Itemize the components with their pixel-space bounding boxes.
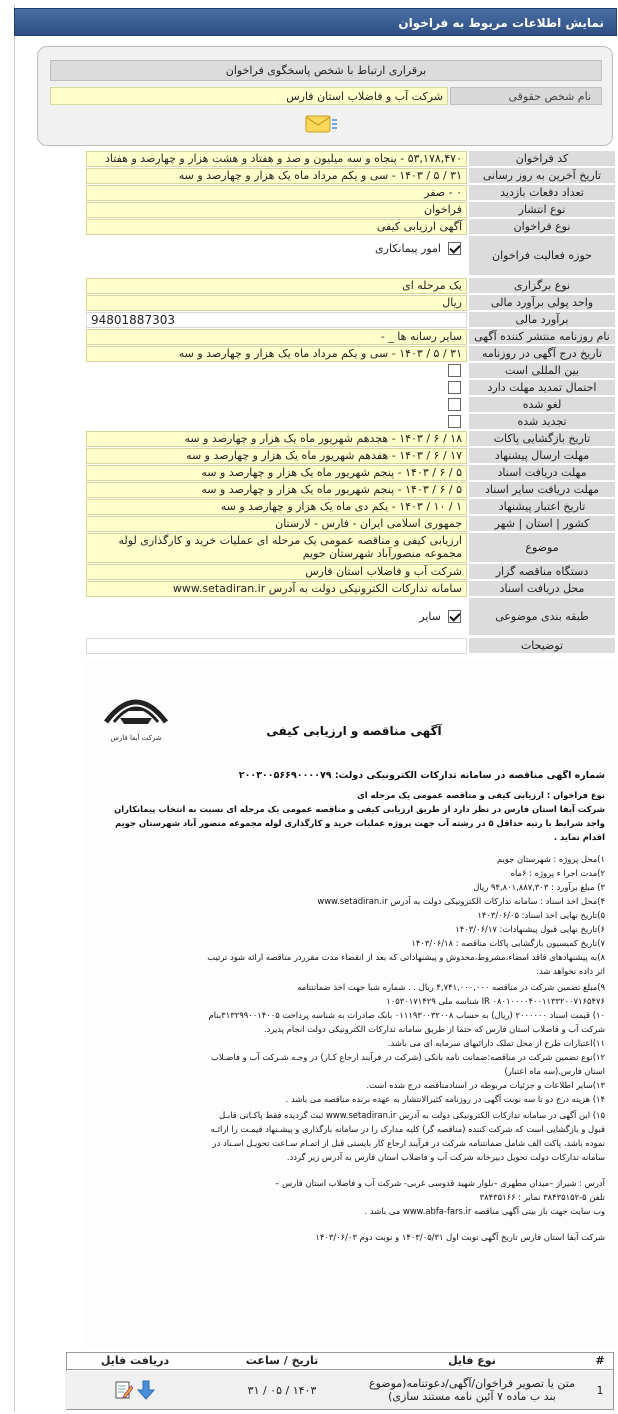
location-label: کشور | استان | شهر (469, 516, 615, 532)
logo-text: شرکت آبفا فارس (110, 734, 162, 742)
doc-deadline-label: مهلت دریافت اسناد (469, 465, 615, 481)
category-label: طبقه بندی موضوعی (469, 598, 615, 636)
activity-value: امور پیمانکاری (375, 242, 441, 255)
opening-date-value: ۱۸ / ۶ / ۱۴۰۳ - هجدهم شهریور ماه یک هزار و چهارصد و سه (86, 431, 467, 447)
mail-icon[interactable] (304, 113, 338, 135)
tender-document-image (84, 660, 617, 1348)
files-header-num: # (595, 1354, 605, 1367)
newspaper-date-value: ۳۱ / ۵ / ۱۴۰۳ - سی و یکم مرداد ماه یک هزار و چهارصد و سه (86, 346, 467, 362)
location-value: جمهوری اسلامی ایران - فارس - لارستان (86, 516, 467, 532)
row-doc-place (86, 581, 615, 597)
row-doc-deadline (86, 465, 615, 481)
row-cancelled (86, 397, 615, 413)
files-header-download: دریافت فایل (100, 1354, 170, 1367)
row-visits (86, 185, 615, 201)
cancelled-label: لغو شده (469, 397, 615, 413)
legal-person-value: شرکت آب و فاضلاب استان فارس (50, 87, 448, 105)
document-line: شماره آگهی مناقصه در سامانه تدارکات الکترونیکی دولت: ۲۰۰۳۰۰۵۶۶۹۰۰۰۰۷۹ (238, 770, 605, 781)
activity-cell (86, 236, 467, 276)
other-doc-deadline-value: ۵ / ۶ / ۱۴۰۳ - پنجم شهریور ماه یک هزار و چهارصد و سه (86, 482, 467, 498)
international-checkbox[interactable] (448, 364, 461, 377)
row-validity-date (86, 499, 615, 515)
document-line: ۱۰) قیمت اسناد ۲۰۰۰۰۰۰ (ریال) به حساب ۰۱۱۱۹۳۰۰۳۲۰۰۸ بانک صادرات به شناسه پرداخت ۳۱۳۲۹۹۰۰۱۴۰۰۵بنام (208, 1010, 605, 1020)
publish-type-label: نوع انتشار (469, 202, 615, 218)
edit-document-icon[interactable] (115, 1380, 133, 1400)
document-line: ۹)مبلغ تضمین شرکت در مناقصه ۴,۷۴۱,۰۰۰,۰۰۰ ریال . . شماره شبا جهت اخذ ضمانتنامه (297, 982, 605, 992)
document-line: آدرس : شیراز –میدان مطهری –بلوار شهید قدوسی غربی- شرکت آب و فاضلاب استان فارس – (275, 1178, 605, 1188)
extension-label: احتمال تمدید مهلت دارد (469, 380, 615, 396)
doc-deadline-value: ۵ / ۶ / ۱۴۰۳ - پنجم شهریور ماه یک هزار و چهارصد و سه (86, 465, 467, 481)
document-line: اقدام نماید . (553, 832, 605, 842)
document-line: استان فارس.(سه ماه اعتبار) (504, 1066, 605, 1076)
currency-label: واحد پولی برآورد مالی (469, 295, 615, 311)
row-publish-type (86, 202, 615, 218)
document-line: ۶)تاریخ نهایی قبول پیشنهادات: ۱۴۰۳/۰۶/۱۷ (455, 924, 605, 934)
row-opening-date (86, 431, 615, 447)
row-newspaper (86, 329, 615, 345)
document-line: واجد شرایط با رتبه حداقل ۵ در رشته آب جهت پروژه عملیات خرید و کارگذاری لوله مجموعه منصور آباد شهرستان جویم (115, 818, 605, 828)
newspaper-date-label: تاریخ درج آگهی در روزنامه (469, 346, 615, 362)
document-line: ۴)محل اخذ اسناد : سامانه تدارکات الکترونیکی دولت به آدرس www.setadiran.ir (317, 896, 605, 906)
subject-value: ارزیابی کیفی و مناقصه عمومی یک مرحله ای عملیات خرید و کارگذاری لوله مجموعه منصورآباد شهرستان جویم (86, 533, 467, 563)
row-last-update (86, 168, 615, 184)
contact-title: برقراری ارتباط با شخص پاسخگوی فراخوان (50, 60, 602, 81)
description-label: توضیحات (469, 638, 615, 654)
visits-label: تعداد دفعات بازدید (469, 185, 615, 201)
files-header-type: نوع فایل (448, 1354, 496, 1367)
international-label: بین المللی است (469, 363, 615, 379)
row-activity (86, 236, 615, 276)
document-line: قبول و بازگشایی است که شرکت کننده (مناقصه گر) کلیه مدارک را در سامانه بارگذاری و پیشـنهاد قیمـت را ارائـه (210, 1124, 605, 1134)
row-subject (86, 533, 615, 563)
document-line: ۱۵) این آگهی در سامانه تدارکات الکترونیکی دولت به آدرس www.setadiran.ir ثبت گردیده فقط پاکـاتی قابـل (219, 1110, 605, 1120)
document-line: ۲)مدت اجرا ء پروژه : ۶ماه (510, 868, 605, 878)
cancelled-cell (86, 397, 467, 413)
document-line: ۵)تاریخ نهایی اخذ اسناد: ۱۴۰۳/۰۶/۰۵ (477, 910, 605, 920)
code-label: کد فراخوان (469, 151, 615, 167)
renewed-checkbox[interactable] (448, 415, 461, 428)
document-line: نموده باشد، پاکت الف شامل ضمانتنامه شرکت در فرآیند ارجاع کار بایستی قبل از اتمـام سـاعت تحویـل اسـناد در (212, 1138, 605, 1148)
document-line: نوع فراخوان : ارزیابی کیفی و مناقصه عمومی یک مرحله ای (357, 790, 605, 800)
document-line: ۷)تاریخ کمیسیون بازگشایی پاکات مناقصه : ۱۴۰۳/۰۶/۱۸ (411, 938, 605, 948)
extension-checkbox[interactable] (448, 381, 461, 394)
estimate-value: 94801887303 (86, 312, 467, 328)
newspaper-value: سایر رسانه ها _ - (86, 329, 467, 345)
row-other-doc-deadline (86, 482, 615, 498)
file-num: 1 (596, 1383, 604, 1397)
files-table (66, 1352, 614, 1410)
activity-checkbox[interactable] (448, 242, 461, 255)
row-location (86, 516, 615, 532)
document-line: ۱۳)سایر اطلاعات و جزئیات مربوطه در اسنادمناقصه درج شده است. (366, 1080, 605, 1090)
visits-value: ۰ - صفر (86, 185, 467, 201)
organizer-label: دستگاه مناقصه گزار (469, 564, 615, 580)
renewed-cell (86, 414, 467, 430)
opening-date-label: تاریخ بازگشایی پاکات (469, 431, 615, 447)
legal-person-label: نام شخص حقوقی (450, 87, 602, 105)
category-value: سایر (419, 610, 441, 623)
code-value: ۵۳,۱۷۸,۴۷۰ - پنجاه و سه میلیون و صد و هفتاد و هشت هزار و چهارصد و هفتاد (86, 151, 467, 167)
file-type: متن یا تصویر فراخوان/آگهی/دعوتنامه(موضوع بند ب ماده ۷ آئین نامه مستند سازی) (369, 1377, 575, 1403)
document-line: اثر داده نخواهد شد. (536, 966, 605, 976)
row-tender-type (86, 219, 615, 235)
extension-cell (86, 380, 467, 396)
row-description (86, 638, 615, 654)
document-text (84, 660, 617, 1348)
row-offer-deadline (86, 448, 615, 464)
document-line: IR ۰۸۰۱۰۰۰۰۴۰۰۱۱۳۳۲۰۰۷۱۶۵۴۷۶ شناسه ملی ۱۰۵۳۰۱۷۱۴۲۹ (386, 996, 605, 1006)
row-estimate (86, 312, 615, 328)
offer-deadline-label: مهلت ارسال پیشنهاد (469, 448, 615, 464)
row-holding-type (86, 278, 615, 294)
file-date: ۱۴۰۳ / ۰۵ / ۳۱ (247, 1383, 317, 1397)
document-line: ۱۱)اعتبارات طرح از محل تملک دارائیهای سرمایه ای می باشد. (387, 1038, 605, 1048)
offer-deadline-value: ۱۷ / ۶ / ۱۴۰۳ - هفدهم شهریور ماه یک هزار و چهارصد و سه (86, 448, 467, 464)
document-line: شرکت آبفا استان فارس در نظر دارد از طریق ارزیابی کیفی و مناقصه عمومی یک مرحله ای نسبت به انتخاب پیمانکاران (114, 804, 605, 814)
last-update-label: تاریخ آخرین به روز رسانی (469, 168, 615, 184)
files-header-divider (67, 1369, 613, 1370)
publish-type-value: فراخوان (86, 202, 467, 218)
document-line: وب سایت جهت باز بینی آگهی مناقصه www.abfa-fars.ir می باشد . (364, 1206, 605, 1216)
other-doc-deadline-label: مهلت دریافت سایر اسناد (469, 482, 615, 498)
page-header (14, 8, 617, 36)
row-newspaper-date (86, 346, 615, 362)
page-title: نمایش اطلاعات مربوط به فراخوان (398, 16, 604, 30)
international-cell (86, 363, 467, 379)
doc-place-label: محل دریافت اسناد (469, 581, 615, 597)
document-line: سامانه تدارکات دولت تحویل دبیرخانه شرکت آب و فاضلاب استان فارس به آدرس زیر گردد. (286, 1152, 605, 1162)
document-line: ۳) مبلغ برآورد : ۹۴,۸۰۱,۸۸۷,۳۰۳ ریال (473, 882, 605, 892)
document-line: ۱)محل پروژه : شهرستان جویم (496, 854, 605, 864)
row-currency (86, 295, 615, 311)
validity-date-label: تاریخ اعتبار پیشنهاد (469, 499, 615, 515)
download-arrow-icon[interactable] (137, 1380, 155, 1400)
document-line: تلفن ۵-۳۸۴۳۵۱۵۲ نمابر : ۳۸۴۳۵۱۶۶ (479, 1192, 605, 1202)
holding-type-value: یک مرحله ای (86, 278, 467, 294)
category-checkbox[interactable] (448, 610, 461, 623)
validity-date-value: ۱ / ۱۰ / ۱۴۰۳ - یکم دی ماه یک هزار و چهارصد و سه (86, 499, 467, 515)
row-category (86, 598, 615, 636)
files-header-date: تاریخ / ساعت (245, 1354, 319, 1367)
file-download-cell (65, 1371, 205, 1409)
contact-panel (37, 46, 613, 146)
doc-place-value: سامانه تدارکات الکترونیکی دولت به آدرس www.setadiran.ir (86, 581, 467, 597)
currency-value: ریال (86, 295, 467, 311)
subject-label: موضوع (469, 533, 615, 563)
document-line: ۸)به پیشنهادهای فاقد امضاء،مشروط،مخدوش و پیشنهاداتی که بعد از انقضاء مدت مقرردر مناقصه ارائه شود ترتیب (207, 952, 605, 962)
row-code (86, 151, 615, 167)
category-cell (86, 598, 467, 636)
row-organizer (86, 564, 615, 580)
description-value (86, 638, 467, 654)
document-line: ۱۲)نوع تضمین شرکت در مناقصه:ضمانت نامه بانکی (شرکت در فرآیند ارجاع کـار) در وجـه شـرکت آب و فاضـلاب (210, 1052, 605, 1062)
row-renewed (86, 414, 615, 430)
tender-type-value: آگهی ارزیابی کیفی (86, 219, 467, 235)
newspaper-label: نام روزنامه منتشر کننده آگهی (469, 329, 615, 345)
tender-type-label: نوع فراخوان (469, 219, 615, 235)
document-line: ۱۴) هزینه درج دو تا سه نوبت آگهی در روزنامه کثیرالانتشار به عهده برنده مناقصه می باشد . (285, 1094, 605, 1104)
document-line: شرکت آبفا استان فارس تاریخ آگهی نوبت اول ۱۴۰۳/۰۵/۳۱ و نوبت دوم ۱۴۰۳/۰۶/۰۳ (315, 1232, 605, 1242)
document-line: شرکت آب و فاضلاب استان فارس که حتما از طریق سامانه تدارکات الکترونیکی دولت انجام پذیرد. (263, 1024, 605, 1034)
row-international (86, 363, 615, 379)
activity-label: حوزه فعالیت فراخوان (469, 236, 615, 276)
row-extension (86, 380, 615, 396)
last-update-value: ۳۱ / ۵ / ۱۴۰۳ - سی و یکم مرداد ماه یک هزار و چهارصد و سه (86, 168, 467, 184)
contact-row (50, 87, 602, 105)
document-title: آگهی مناقصه و ارزیابی کیفی (266, 724, 442, 738)
estimate-label: برآورد مالی (469, 312, 615, 328)
organizer-value: شرکت آب و فاضلاب استان فارس (86, 564, 467, 580)
renewed-label: تجدید شده (469, 414, 615, 430)
cancelled-checkbox[interactable] (448, 398, 461, 411)
holding-type-label: نوع برگزاری (469, 278, 615, 294)
